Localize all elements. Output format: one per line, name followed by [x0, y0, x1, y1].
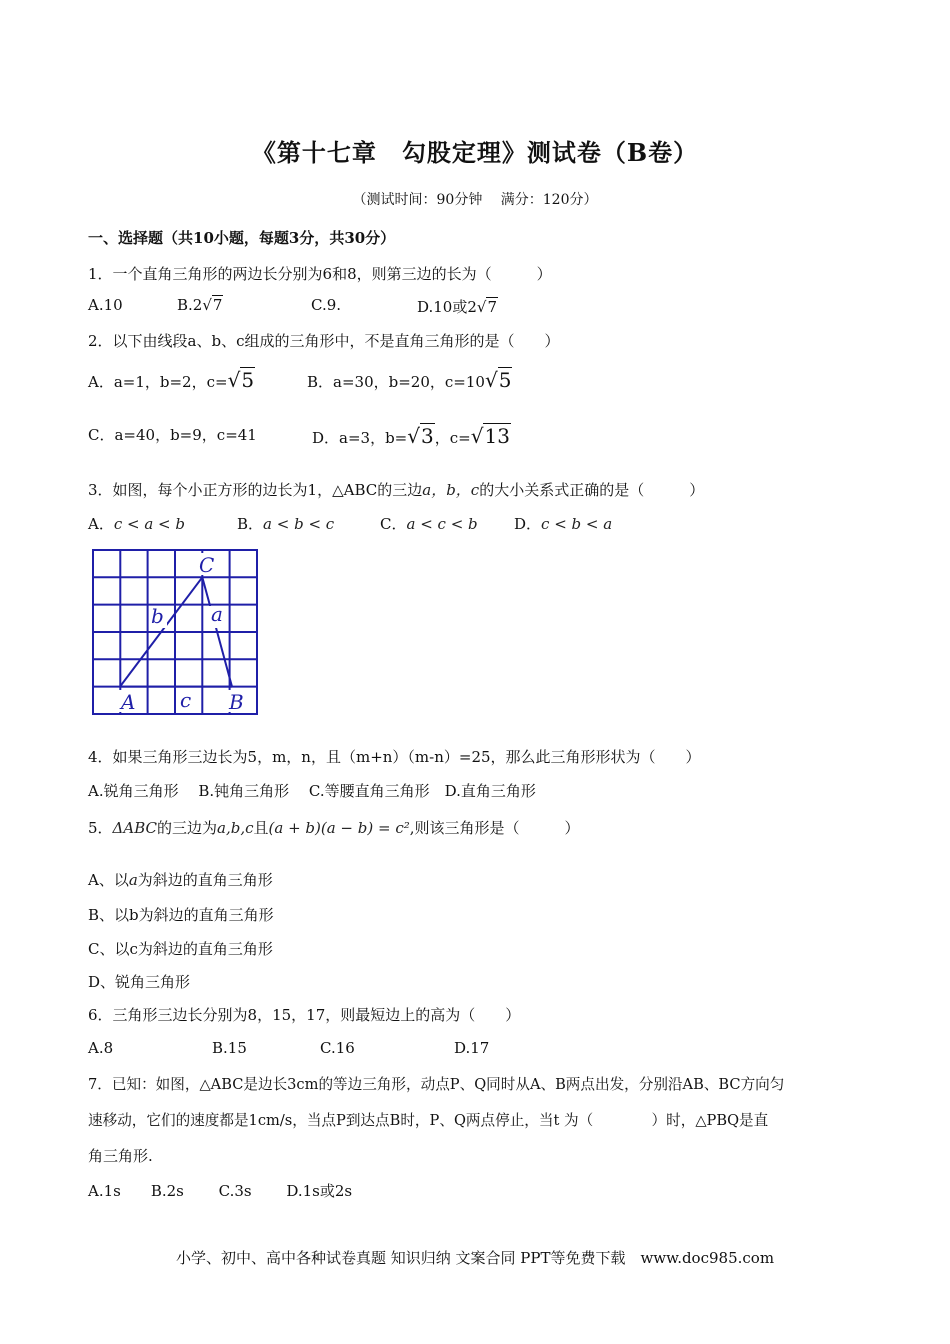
- side-label-b: b: [151, 604, 164, 628]
- q5-text-1: 的三边为: [157, 819, 218, 837]
- q6-option-b: B.15: [212, 1039, 247, 1057]
- q5-num: 5．: [88, 819, 113, 837]
- q2-option-d-mid: ，c=: [434, 429, 471, 447]
- q2-option-a: [88, 368, 255, 392]
- q5-option-a-var: a: [128, 871, 138, 889]
- q3-option-d: [514, 513, 612, 534]
- q1-option-a: A.10: [88, 296, 123, 314]
- q2-option-a-text: A．a=1，b=2，c=: [88, 373, 228, 391]
- q6-option-a: A.8: [88, 1039, 114, 1057]
- q3-grid-figure: [92, 549, 260, 717]
- q1-option-d-radicand: 7: [487, 298, 497, 316]
- q7-line-1: 7．已知：如图，△ABC是边长3cm的等边三角形，动点P、Q同时从A、B两点出发，分别沿AB、BC方向匀: [88, 1076, 785, 1093]
- vertex-label-c: C: [199, 553, 215, 577]
- q2-option-d: [312, 424, 511, 448]
- sqrt-symbol: √7: [202, 296, 223, 314]
- page-footer: 小学、初中、高中各种试卷真题 知识归纳 文案合同 PPT等免费下载 www.doc985.com: [175, 1249, 775, 1267]
- sqrt-symbol: √5: [484, 368, 512, 392]
- q2-option-b: [307, 368, 512, 392]
- q3-option-a-label: A．: [88, 515, 114, 533]
- sqrt-symbol: √3: [407, 424, 434, 448]
- q7-line-3: 角三角形.: [88, 1147, 153, 1165]
- q3-option-c-math: a < c < b: [406, 515, 478, 533]
- q5-option-a-post: 为斜边的直角三角形: [137, 871, 273, 889]
- side-label-c: c: [180, 688, 192, 712]
- q3-stem-pre: 3．如图，每个小正方形的边长为1，△ABC的三边: [88, 481, 423, 499]
- q3-option-b-label: B．: [237, 515, 264, 533]
- q1-option-c: C.9.: [311, 296, 342, 314]
- q3-option-a-math: c < a < b: [113, 515, 185, 533]
- q5-option-a-pre: A、以: [88, 871, 129, 889]
- q3-option-a: [88, 513, 185, 534]
- q2-option-b-text: B．a=30，b=20，c=10: [307, 373, 485, 391]
- vertex-label-a: A: [121, 690, 136, 714]
- q6-option-d: D.17: [454, 1039, 490, 1057]
- q1-option-b-text: B.2: [177, 296, 203, 314]
- q5-stem: [88, 817, 580, 838]
- q1-option-b: [177, 296, 223, 314]
- q5-text-2: 且: [253, 819, 269, 837]
- q2-option-d-radicand2: 13: [484, 424, 510, 448]
- q2-stem: 2．以下由线段a、b、c组成的三角形中，不是直角三角形的是（ ）: [88, 332, 560, 350]
- q3-option-d-label: D．: [514, 515, 542, 533]
- q5-option-d: D、锐角三角形: [88, 973, 191, 991]
- q2-option-d-radicand1: 3: [421, 424, 434, 448]
- q5-option-a: [88, 869, 273, 890]
- q3-stem-post: 的大小关系式正确的是（ ）: [479, 481, 705, 499]
- q3-option-d-math: c < b < a: [541, 515, 613, 533]
- q6-option-c: C.16: [320, 1039, 355, 1057]
- q5-option-c: C、以c为斜边的直角三角形: [88, 940, 273, 958]
- section-heading: 一、选择题（共10小题，每题3分，共30分）: [88, 229, 396, 247]
- q1-stem: 1．一个直角三角形的两边长分别为6和8，则第三边的长为（ ）: [88, 265, 552, 283]
- page-subtitle: （测试时间：90分钟 满分：120分）: [352, 192, 598, 208]
- q7-line-2: 速移动，它们的速度都是1cm/s，当点P到达点B时，P、Q两点停止，当t 为（ ）时，△PBQ是直: [88, 1112, 769, 1129]
- q2-option-c: C．a=40，b=9，c=41: [88, 426, 257, 444]
- sqrt-symbol: √13: [470, 424, 510, 448]
- q2-option-a-radicand: 5: [241, 368, 255, 392]
- q5-text-3: ,则该三角形是（ ）: [409, 819, 580, 837]
- q7-options: A.1s B.2s C.3s D.1s或2s: [88, 1182, 353, 1200]
- q3-option-b: [237, 513, 334, 534]
- q3-figure: [92, 549, 260, 721]
- q5-option-b: B、以b为斜边的直角三角形: [88, 906, 274, 924]
- q5-triangle: ΔABC: [112, 819, 157, 837]
- q4-stem: 4．如果三角形三边长为5，m，n，且（m+n）（m-n）=25，那么此三角形形状为（ ）: [88, 748, 701, 766]
- q1-option-b-radicand: 7: [212, 296, 223, 314]
- q5-vars: a,b,c: [217, 819, 254, 837]
- sqrt-symbol: √7: [476, 298, 497, 316]
- q3-option-c-label: C．: [380, 515, 407, 533]
- q1-option-d-text: D.10或2: [417, 298, 477, 316]
- q4-options: A.锐角三角形 B.钝角三角形 C.等腰直角三角形 D.直角三角形: [88, 782, 536, 800]
- q3-option-b-math: a < b < c: [263, 515, 335, 533]
- sqrt-symbol: √5: [227, 368, 255, 392]
- q3-option-c: [380, 513, 478, 534]
- page-title: 《第十七章 勾股定理》测试卷（B卷）: [251, 138, 699, 167]
- q2-option-d-text: D．a=3，b=: [312, 429, 408, 447]
- q5-equation: (a + b)(a − b) = c²: [268, 819, 410, 837]
- q2-option-b-radicand: 5: [498, 368, 512, 392]
- q6-stem: 6．三角形三边长分别为8，15，17，则最短边上的高为（ ）: [88, 1006, 521, 1024]
- q3-stem-vars: a，b，c: [422, 481, 480, 499]
- side-label-a: a: [211, 602, 223, 626]
- q3-stem: [88, 479, 704, 500]
- vertex-label-b: B: [229, 690, 244, 714]
- q1-option-d: [417, 296, 498, 317]
